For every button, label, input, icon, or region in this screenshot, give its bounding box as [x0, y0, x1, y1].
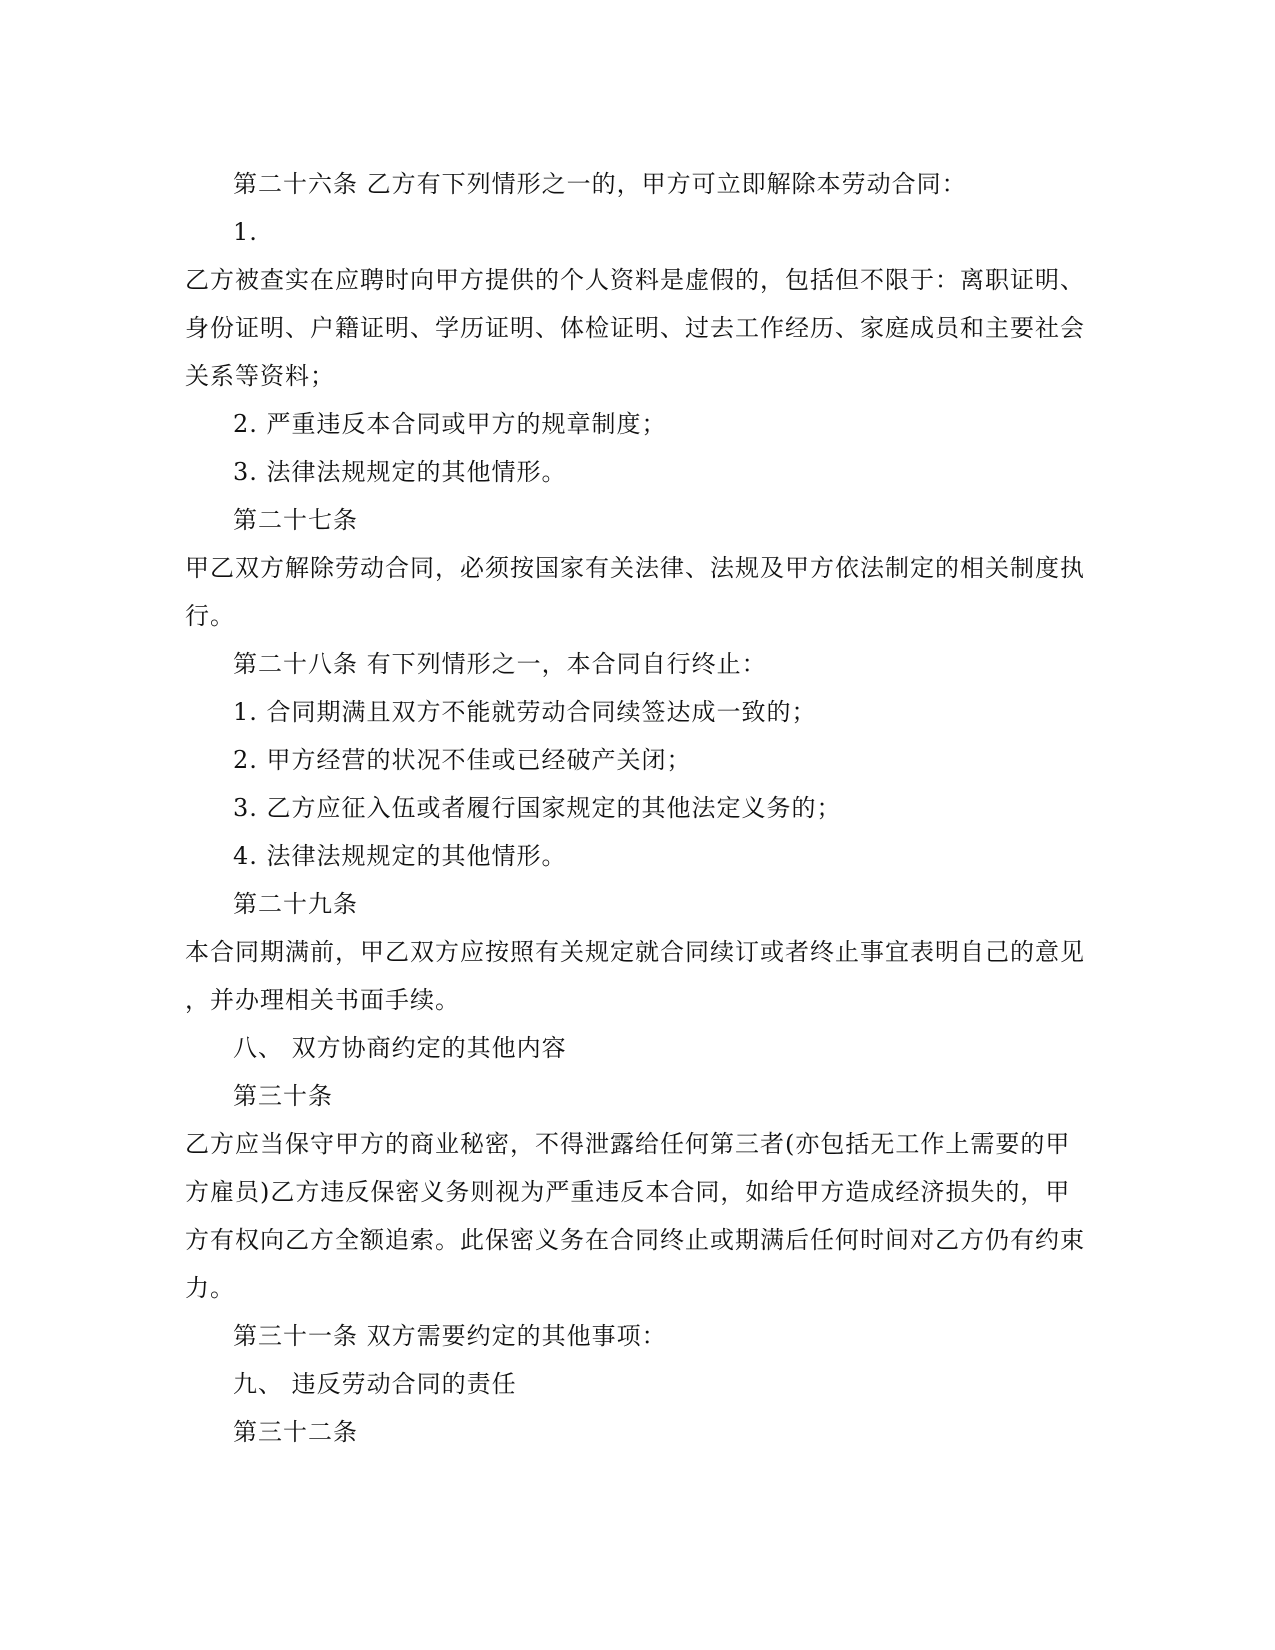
text-line: 1. 合同期满且双方不能就劳动合同续签达成一致的；: [233, 698, 817, 726]
text-line: 第二十九条: [233, 890, 358, 918]
text-line: 第三十条: [233, 1082, 333, 1110]
text-line: 乙方被查实在应聘时向甲方提供的个人资料是虚假的，包括但不限于：离职证明、: [185, 266, 1085, 294]
text-line: 力。: [185, 1274, 235, 1302]
text-line: 2. 甲方经营的状况不佳或已经破产关闭；: [233, 746, 692, 774]
text-line: 3. 乙方应征入伍或者履行国家规定的其他法定义务的；: [233, 794, 842, 822]
text-line: 甲乙双方解除劳动合同，必须按国家有关法律、法规及甲方依法制定的相关制度执: [185, 554, 1085, 582]
text-line: 第三十一条 双方需要约定的其他事项：: [233, 1322, 667, 1350]
text-line: 方雇员)乙方违反保密义务则视为严重违反本合同，如给甲方造成经济损失的，甲: [185, 1178, 1071, 1206]
text-line: 4. 法律法规规定的其他情形。: [233, 842, 567, 870]
text-line: 第二十七条: [233, 506, 358, 534]
text-line: 2. 严重违反本合同或甲方的规章制度；: [233, 410, 667, 438]
text-line: 第二十六条 乙方有下列情形之一的，甲方可立即解除本劳动合同：: [233, 170, 967, 198]
text-line: 九、 违反劳动合同的责任: [233, 1370, 517, 1398]
text-line: 方有权向乙方全额追索。此保密义务在合同终止或期满后任何时间对乙方仍有约束: [185, 1226, 1085, 1254]
text-line: 第二十八条 有下列情形之一，本合同自行终止：: [233, 650, 767, 678]
text-line: 八、 双方协商约定的其他内容: [233, 1034, 567, 1062]
text-line: 本合同期满前，甲乙双方应按照有关规定就合同续订或者终止事宜表明自己的意见: [185, 938, 1085, 966]
text-line: 关系等资料；: [185, 362, 335, 390]
text-line: 1.: [233, 218, 258, 246]
text-line: 行。: [185, 602, 235, 630]
text-line: 身份证明、户籍证明、学历证明、体检证明、过去工作经历、家庭成员和主要社会: [185, 314, 1085, 342]
text-line: 3. 法律法规规定的其他情形。: [233, 458, 567, 486]
text-line: 第三十二条: [233, 1418, 358, 1446]
document-body: [185, 160, 1085, 1456]
text-line: 乙方应当保守甲方的商业秘密，不得泄露给任何第三者(亦包括无工作上需要的甲: [185, 1130, 1071, 1158]
text-line: ，并办理相关书面手续。: [185, 986, 460, 1014]
